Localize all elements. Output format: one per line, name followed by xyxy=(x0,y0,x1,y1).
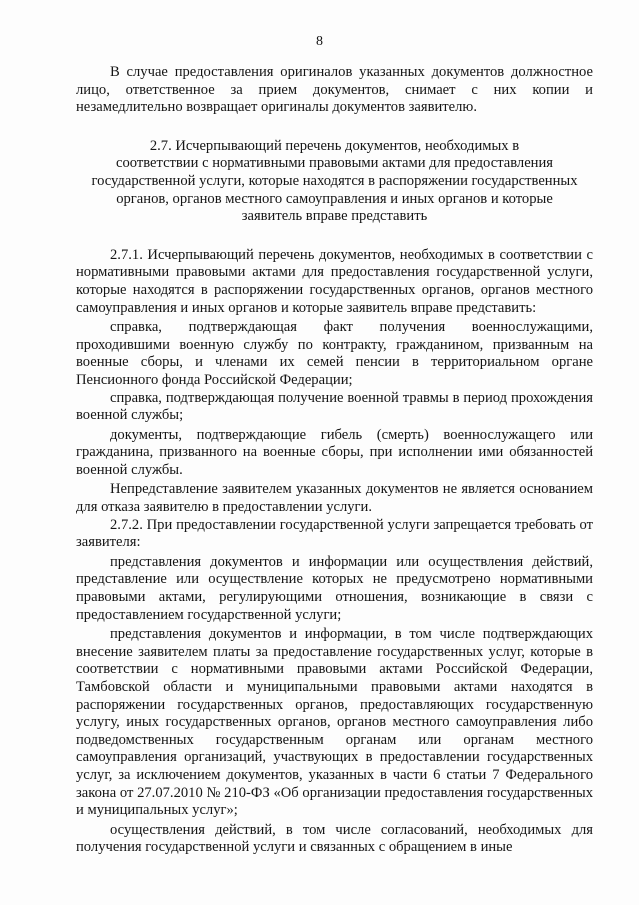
list-item-injury-certificate: справка, подтверждающая получение военной травмы в период прохождения военной службы; xyxy=(76,389,593,424)
paragraph-2-7-2: 2.7.2. При предоставлении государственной услуги запрещается требовать от заявителя: xyxy=(76,516,593,551)
paragraph-non-submission: Непредставление заявителем указанных документов не является основанием для отказа заявителю в предоставлении услуги. xyxy=(76,481,593,516)
section-heading-2-7 xyxy=(76,138,593,226)
paragraph-2-7-1: 2.7.1. Исчерпывающий перечень документов, необходимых в соответствии с нормативными правовыми актами для предоставления государственной услуги, которые находятся в распоряжении государственных органов, органов местного самоуправления и иных органов и которые заявитель вправе представить: xyxy=(76,246,593,316)
section-heading-line: государственной услуги, которые находятся в распоряжении государственных xyxy=(91,172,578,189)
intro-paragraph: В случае предоставления оригиналов указанных документов должностное лицо, ответственное за прием документов, снимает с них копии и незамедлительно возвращает оригиналы документов заявителю. xyxy=(76,64,593,116)
list-item-prohibited-information: представления документов и информации, в том числе подтверждающих внесение заявителем платы за предоставление государственных услуг, которые в соответствии с нормативными правовыми актами Российской Федерации, Тамбовской области и муниципальными правовыми актами находятся в распоряжении государственных органов, предоставляющих государственную услугу, иных государственных органов, органов местного самоуправления либо подведомственных государственным органам или органам местного самоуправления организаций, участвующих в предоставлении государственных услуг, за исключением документов, указанных в части 6 статьи 7 Федерального закона от 27.07.2010 № 210-ФЗ «Об организации предоставления государственных и муниципальных услуг»; xyxy=(76,626,593,819)
list-item-prohibited-documents: представления документов и информации или осуществления действий, представление или осуществление которых не предусмотрено нормативными правовыми актами, регулирующими отношения, возникающие в связи с предоставлением государственной услуги; xyxy=(76,553,593,623)
page-number: 8 xyxy=(316,34,323,49)
document-body xyxy=(76,64,593,859)
list-item-death-documents: документы, подтверждающие гибель (смерть) военнослужащего или гражданина, призванного на военные сборы, при исполнении ими обязанностей военной службы. xyxy=(76,426,593,478)
section-heading-line: заявитель вправе представить xyxy=(241,208,428,225)
list-item-prohibited-actions: осуществления действий, в том числе согласований, необходимых для получения государственной услуги и связанных с обращением в иные xyxy=(76,821,593,856)
list-item-pension-certificate: справка, подтверждающая факт получения военнослужащими, проходившими военную службу по контракту, гражданином, призванным на военные сборы, и членами их семей пенсии в территориальном органе Пенсионного фонда Российской Федерации; xyxy=(76,319,593,388)
section-heading-line: 2.7. Исчерпывающий перечень документов, необходимых в xyxy=(149,137,520,154)
section-heading-line: органов, органов местного самоуправления и иных органов и которые xyxy=(116,190,553,207)
section-heading-line: соответствии с нормативными правовыми актами для предоставления xyxy=(115,155,554,172)
